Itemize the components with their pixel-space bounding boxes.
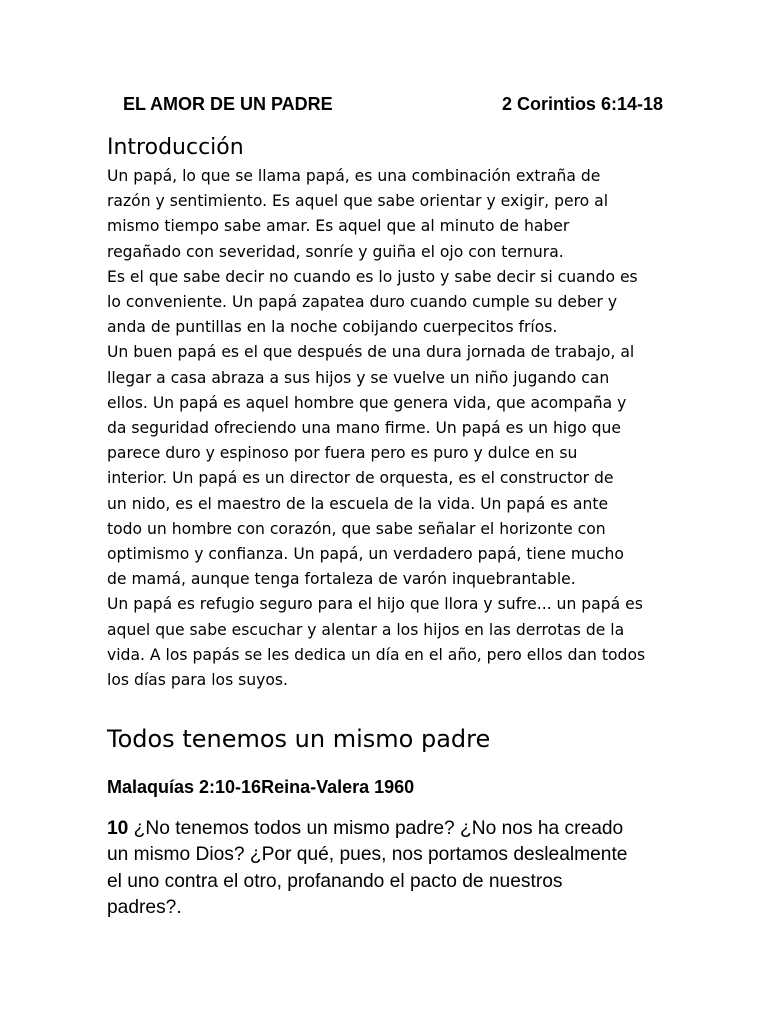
section-heading: Todos tenemos un mismo padre bbox=[107, 725, 491, 753]
verse-line bbox=[107, 816, 667, 842]
intro-line: da seguridad ofreciendo una mano firme. Un papá es un higo que bbox=[107, 419, 621, 438]
intro-line: Es el que sabe decir no cuando es lo justo y sabe decir si cuando es bbox=[107, 267, 638, 286]
intro-line: llegar a casa abraza a sus hijos y se vuelve un niño jugando can bbox=[107, 368, 610, 387]
intro-line: interior. Un papá es un director de orquesta, es el constructor de bbox=[107, 469, 614, 488]
intro-line: aquel que sabe escuchar y alentar a los hijos en las derrotas de la bbox=[107, 620, 625, 639]
document-title: EL AMOR DE UN PADRE bbox=[123, 94, 333, 114]
intro-line: Un papá es refugio seguro para el hijo que llora y sufre... un papá es bbox=[107, 595, 643, 614]
intro-line: mismo tiempo sabe amar. Es aquel que al minuto de haber bbox=[107, 217, 570, 236]
scripture-reference: 2 Corintios 6:14-18 bbox=[501, 94, 663, 114]
intro-line: Un papá, lo que se llama papá, es una combinación extraña de bbox=[107, 167, 601, 185]
introduction-heading: Introducción bbox=[107, 135, 244, 160]
intro-line: Un buen papá es el que después de una dura jornada de trabajo, al bbox=[107, 343, 635, 362]
verse-reference: Malaquías 2:10-16Reina-Valera 1960 bbox=[107, 777, 415, 797]
intro-line: razón y sentimiento. Es aquel que sabe orientar y exigir, pero al bbox=[107, 192, 609, 211]
verse-line: padres?. bbox=[107, 897, 182, 919]
intro-line: anda de puntillas en la noche cobijando cuerpecitos fríos. bbox=[107, 318, 558, 337]
intro-line: un nido, es el maestro de la escuela de la vida. Un papá es ante bbox=[107, 494, 609, 513]
verse-line-text: ¿No tenemos todos un mismo padre? ¿No nos ha creado bbox=[128, 818, 624, 839]
introduction-body bbox=[107, 164, 667, 693]
intro-line: optimismo y confianza. Un papá, un verdadero papá, tiene mucho bbox=[107, 545, 624, 564]
intro-line: ellos. Un papá es aquel hombre que genera vida, que acompaña y bbox=[107, 393, 627, 412]
verse-line: el uno contra el otro, profanando el pacto de nuestros bbox=[107, 870, 563, 892]
intro-line: de mamá, aunque tenga fortaleza de varón inquebrantable. bbox=[107, 570, 576, 589]
intro-line: regañado con severidad, sonríe y guiña el ojo con ternura. bbox=[107, 242, 564, 261]
intro-line: vida. A los papás se les dedica un día en el año, pero ellos dan todos bbox=[107, 645, 646, 664]
document-header bbox=[123, 92, 663, 116]
verse-number: 10 bbox=[107, 818, 129, 839]
verse-text bbox=[107, 816, 667, 922]
intro-line: parece duro y espinoso por fuera pero es puro y dulce en su bbox=[107, 444, 578, 463]
intro-line: lo conveniente. Un papá zapatea duro cuando cumple su deber y bbox=[107, 293, 618, 312]
intro-line: los días para los suyos. bbox=[107, 671, 289, 690]
intro-line: todo un hombre con corazón, que sabe señalar el horizonte con bbox=[107, 519, 606, 538]
verse-line: un mismo Dios? ¿Por qué, pues, nos portamos deslealmente bbox=[107, 844, 628, 866]
